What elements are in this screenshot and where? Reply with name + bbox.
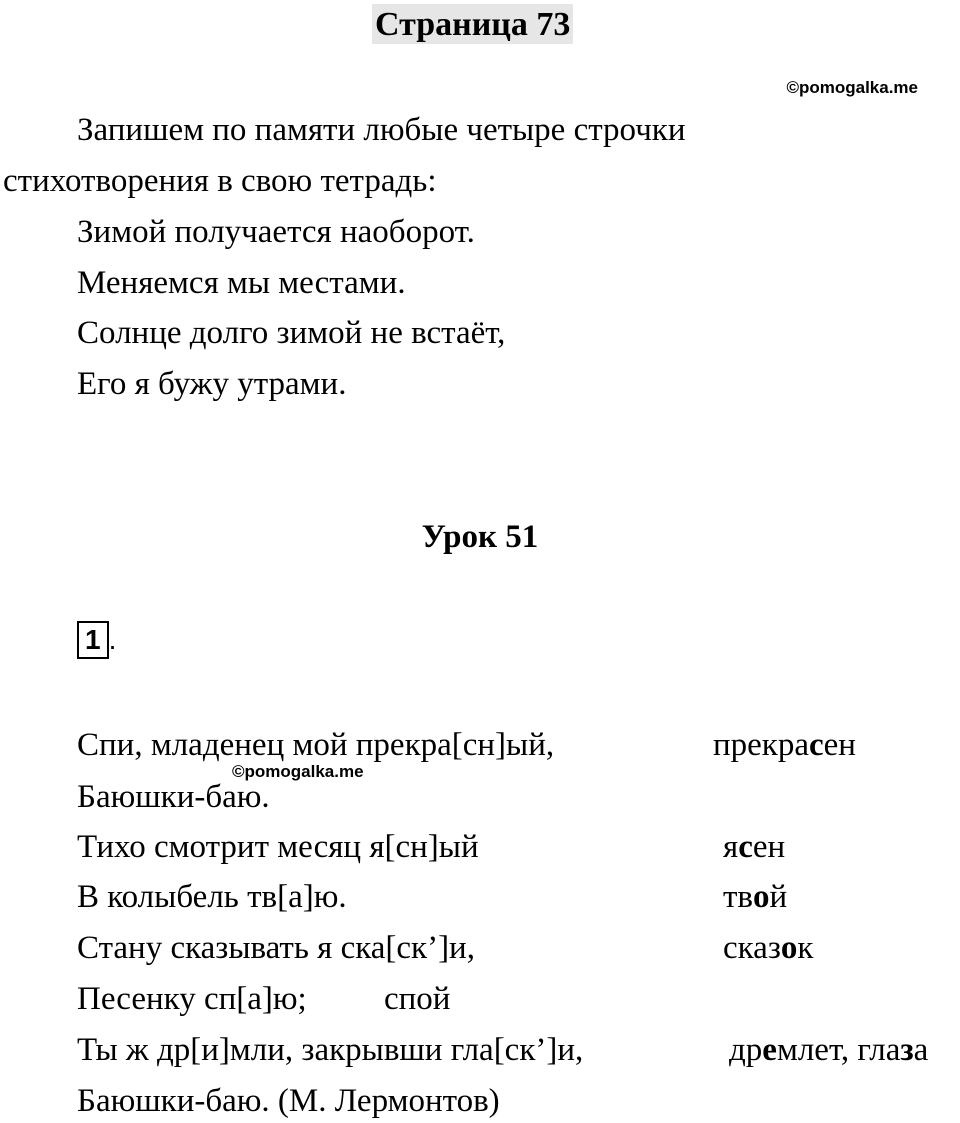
check-word-2	[723, 827, 785, 867]
check-word-5	[729, 1030, 928, 1070]
page-title: Страница 73	[372, 4, 573, 44]
exercise-line-7: Ты ж др[и]мли, закрывши гла[ск’]и,	[77, 1032, 584, 1068]
check-word-2-part-a: я	[723, 829, 739, 865]
exercise-line-2: Баюшки-баю.	[77, 779, 270, 815]
check-word-2-part-c: ен	[752, 829, 786, 865]
check-word-6: спой	[384, 981, 451, 1017]
check-word-1-part-a: прекра	[713, 727, 809, 763]
watermark-top: ©pomogalka.me	[786, 78, 918, 97]
check-word-1	[713, 725, 856, 765]
check-word-5-highlight-2: з	[900, 1032, 914, 1068]
check-word-4-part-a: сказ	[723, 930, 781, 966]
watermark-middle: ©pomogalka.me	[232, 762, 364, 781]
task-number-dot: .	[108, 624, 117, 655]
exercise-line-1: Спи, младенец мой прекра[сн]ый,	[77, 727, 555, 763]
check-word-5-highlight-1: е	[762, 1032, 777, 1068]
intro-line-1: Запишем по памяти любые четыре строчки	[77, 112, 686, 148]
check-word-1-highlight: с	[809, 727, 824, 763]
check-word-4	[723, 928, 813, 968]
check-word-5-part-c: млет, гла	[776, 1032, 901, 1068]
check-word-3-part-c: й	[769, 879, 788, 915]
task-number-box: 1	[77, 621, 109, 659]
exercise-line-6: Песенку сп[а]ю;	[77, 981, 307, 1017]
check-word-3-part-a: тв	[723, 879, 754, 915]
poem-line-2: Меняемся мы местами.	[77, 265, 406, 301]
check-word-3	[723, 877, 787, 917]
check-word-4-highlight: о	[780, 930, 798, 966]
check-word-5-part-a: др	[729, 1032, 763, 1068]
exercise-line-8: Баюшки-баю. (М. Лермонтов)	[77, 1083, 500, 1119]
check-word-4-part-c: к	[797, 930, 814, 966]
task-number	[77, 621, 116, 659]
exercise-line-3: Тихо смотрит месяц я[сн]ый	[77, 829, 479, 865]
check-word-5-part-e: а	[913, 1032, 929, 1068]
exercise-line-4: В колыбель тв[а]ю.	[77, 879, 347, 915]
poem-line-3: Солнце долго зимой не встаёт,	[77, 315, 506, 351]
check-word-1-part-c: ен	[823, 727, 856, 763]
exercise-line-5: Стану сказывать я ска[ск’]и,	[77, 930, 475, 966]
check-word-2-highlight: с	[738, 829, 753, 865]
check-word-3-highlight: о	[753, 879, 770, 915]
poem-line-1: Зимой получается наоборот.	[77, 214, 475, 250]
intro-line-2: стихотворения в свою тетрадь:	[3, 163, 437, 199]
poem-line-4: Его я бужу утрами.	[77, 366, 347, 402]
lesson-title: Урок 51	[421, 519, 539, 555]
